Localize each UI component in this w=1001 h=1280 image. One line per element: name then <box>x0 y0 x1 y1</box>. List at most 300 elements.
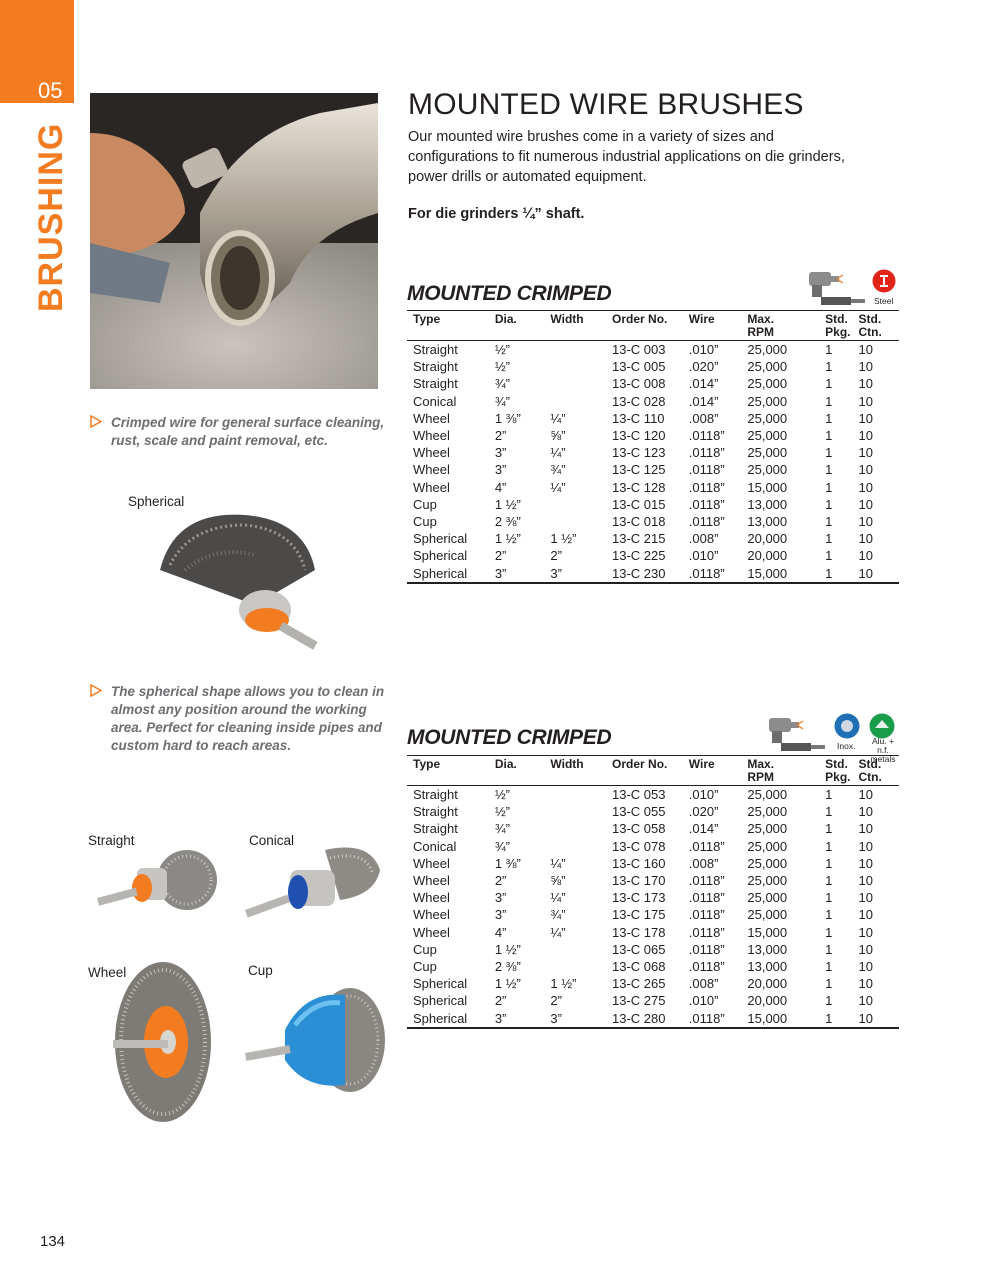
table-cell: 13-C 125 <box>612 462 666 478</box>
table-cell: 10 <box>858 531 873 547</box>
section-title: MOUNTED CRIMPED <box>407 726 612 749</box>
table-cell: .0118” <box>688 462 725 478</box>
col-header: Wire <box>688 312 715 326</box>
table-cell: 2” <box>494 993 507 1009</box>
table-row <box>407 565 899 583</box>
label-wheel: Wheel <box>88 965 127 980</box>
table-cell: 10 <box>858 428 873 444</box>
table-row <box>407 461 899 478</box>
table-cell: 10 <box>858 804 873 820</box>
table-cell: .014” <box>688 393 719 409</box>
table-row <box>407 992 899 1009</box>
table-cell: ¾” <box>494 821 510 837</box>
table-cell: 13-C 110 <box>612 410 665 426</box>
table-cell: 1 <box>825 941 833 957</box>
table-cell: 10 <box>858 479 873 495</box>
table-cell: 25,000 <box>747 787 788 802</box>
table-cell: Spherical <box>413 531 468 547</box>
table-cell <box>544 496 606 513</box>
table-row <box>407 410 899 427</box>
inox-material-icon <box>834 713 860 739</box>
col-header: Max. RPM <box>747 312 775 339</box>
table-cell: 10 <box>858 838 873 854</box>
table-header-row <box>407 311 899 341</box>
table-row <box>407 479 899 496</box>
table-cell: 4” <box>494 479 507 495</box>
col-header: Wire <box>688 757 715 771</box>
table-cell <box>544 358 606 375</box>
table-cell: 25,000 <box>747 342 788 357</box>
col-header: Type <box>413 757 441 771</box>
table-cell: .014” <box>688 821 719 837</box>
table-cell: 10 <box>858 924 873 940</box>
table-cell: 10 <box>858 907 873 923</box>
straight-brush-image <box>92 840 227 930</box>
table-cell <box>544 820 606 837</box>
table-cell: Wheel <box>413 855 450 871</box>
col-header: Dia. <box>494 312 517 326</box>
table-cell: Spherical <box>413 548 468 564</box>
table-cell: 13-C 265 <box>612 976 666 992</box>
table-row <box>407 803 899 820</box>
section-inox <box>407 708 899 1038</box>
table-cell: Straight <box>413 342 458 357</box>
table-cell: ¾” <box>494 393 510 409</box>
section-name: BRUSHING <box>32 122 70 312</box>
table-cell: .0118” <box>688 514 725 530</box>
table-cell: Conical <box>413 838 457 854</box>
spherical-brush-image <box>155 510 325 660</box>
table-cell: .0118” <box>688 959 725 975</box>
table-cell: 25,000 <box>747 890 788 906</box>
table-cell: Wheel <box>413 924 450 940</box>
table-cell: 10 <box>858 821 873 837</box>
table-header-row <box>407 756 899 786</box>
table-cell: 10 <box>858 855 873 871</box>
table-cell: .0118” <box>688 1010 725 1026</box>
table-cell: 10 <box>858 976 873 992</box>
table-cell: .020” <box>688 804 719 820</box>
table-cell: Straight <box>413 804 458 820</box>
table-row <box>407 393 899 410</box>
table-cell: 10 <box>858 890 873 906</box>
table-cell: 13-C 028 <box>612 393 666 409</box>
table-cell: ½” <box>494 359 510 375</box>
table-cell: 25,000 <box>747 873 788 889</box>
table-row <box>407 444 899 461</box>
table-cell: .010” <box>688 993 719 1009</box>
hero-photo <box>90 93 378 389</box>
table-cell: 13-C 123 <box>612 445 666 461</box>
table-cell: 25,000 <box>747 445 788 461</box>
table-row <box>407 975 899 992</box>
table-cell: 20,000 <box>747 531 788 547</box>
table-cell: 1 <box>825 838 833 854</box>
table-cell <box>544 941 606 958</box>
table-cell: 25,000 <box>747 359 788 375</box>
label-straight: Straight <box>88 833 135 848</box>
table-cell: 1 <box>825 531 833 547</box>
table-cell: Cup <box>413 959 437 975</box>
table-cell: Straight <box>413 787 458 802</box>
table-cell: .010” <box>688 787 719 802</box>
table-row <box>407 513 899 530</box>
table-cell: Conical <box>413 393 457 409</box>
triangle-bullet-icon <box>90 415 102 428</box>
alu-label: Alu. + n.f. metals <box>870 736 896 764</box>
table-cell: 10 <box>858 993 873 1009</box>
page-number: 134 <box>40 1233 66 1250</box>
table-cell: ¼” <box>550 445 566 461</box>
table-cell: 1 ½” <box>550 531 577 547</box>
table-cell: 1 <box>825 907 833 923</box>
wheel-brush-image <box>108 960 213 1125</box>
table-cell: 25,000 <box>747 855 788 871</box>
table-cell: 10 <box>858 873 873 889</box>
section-steel <box>407 262 899 592</box>
table-row <box>407 958 899 975</box>
cup-brush-image <box>245 985 390 1100</box>
table-cell: 13-C 160 <box>612 855 666 871</box>
table-cell: 20,000 <box>747 548 788 564</box>
table-cell: 1 ⅜” <box>494 410 521 426</box>
table-cell: .0118” <box>688 445 725 461</box>
table-cell: 3” <box>494 445 507 461</box>
bullet-spherical <box>90 683 385 755</box>
inox-label: Inox. <box>837 741 856 751</box>
chapter-tab <box>0 0 74 103</box>
table-cell: .008” <box>688 410 719 426</box>
table-row <box>407 1010 899 1028</box>
triangle-bullet-icon <box>90 684 102 697</box>
table-cell: ¾” <box>494 376 510 392</box>
table-cell: 2” <box>494 428 507 444</box>
table-row <box>407 924 899 941</box>
label-cup: Cup <box>248 963 273 978</box>
table-cell <box>544 341 606 359</box>
table-cell: 1 <box>825 376 833 392</box>
table-cell: 3” <box>494 907 507 923</box>
table-cell: 1 <box>825 428 833 444</box>
table-cell: 2” <box>550 993 562 1009</box>
table-cell: 25,000 <box>747 462 788 478</box>
table-cell: 1 ⅜” <box>494 855 521 871</box>
table-cell: 13-C 230 <box>612 565 666 581</box>
bullet-text: Crimped wire for general surface cleaning, rust, scale and paint removal, etc. <box>111 415 385 448</box>
table-cell: .014” <box>688 376 719 392</box>
table-cell <box>544 838 606 855</box>
chapter-number: 05 <box>38 78 63 103</box>
table-cell: ¼” <box>550 890 566 906</box>
table-cell: 1 <box>825 873 833 889</box>
table-cell: Cup <box>413 496 437 512</box>
col-header: Std. Ctn. <box>858 312 882 339</box>
table-cell: 10 <box>858 1010 873 1026</box>
table-cell: 13-C 078 <box>612 838 666 854</box>
table-cell: Wheel <box>413 873 450 889</box>
table-cell: ½” <box>494 787 510 802</box>
col-header: Max. RPM <box>747 757 775 784</box>
table-cell: 25,000 <box>747 804 788 820</box>
table-cell <box>544 375 606 392</box>
table-cell: Cup <box>413 514 437 530</box>
table-cell: 25,000 <box>747 907 788 923</box>
table-cell: ¼” <box>550 479 566 495</box>
table-row <box>407 889 899 906</box>
table-cell: 10 <box>858 376 873 392</box>
conical-brush-image <box>240 840 385 935</box>
table-cell <box>544 393 606 410</box>
table-cell: 13,000 <box>747 941 788 957</box>
table-cell: 13-C 280 <box>612 1010 666 1026</box>
table-cell: 1 <box>825 890 833 906</box>
table-cell: 1 <box>825 462 833 478</box>
table-cell: .0118” <box>688 479 725 495</box>
steel-spec-table <box>407 310 899 584</box>
table-cell: 10 <box>858 393 873 409</box>
table-cell: 10 <box>858 410 873 426</box>
table-row <box>407 820 899 837</box>
label-conical: Conical <box>249 833 295 848</box>
table-cell: 10 <box>858 342 873 357</box>
table-cell: 10 <box>858 941 873 957</box>
table-cell: ¼” <box>550 924 566 940</box>
table-row <box>407 838 899 855</box>
col-header: Order No. <box>612 312 668 326</box>
table-cell: 25,000 <box>747 393 788 409</box>
table-cell: ½” <box>494 342 510 357</box>
table-cell: 13-C 068 <box>612 959 666 975</box>
table-cell: .0118” <box>688 941 725 957</box>
table-cell: 1 <box>825 514 833 530</box>
table-cell: .0118” <box>688 428 725 444</box>
table-cell: 3” <box>494 462 507 478</box>
table-cell: 1 <box>825 342 833 357</box>
table-cell: 13-C 178 <box>612 924 666 940</box>
col-header: Std. Pkg. <box>825 757 851 784</box>
table-cell: 10 <box>858 565 873 581</box>
table-cell: .0118” <box>688 890 725 906</box>
table-cell: Spherical <box>413 976 468 992</box>
label-spherical: Spherical <box>128 494 185 509</box>
col-header: Width <box>550 312 584 326</box>
bullet-text: The spherical shape allows you to clean in almost any position around the working area. Perfect for cleaning inside pipes and custom hard to reach areas. <box>111 684 385 753</box>
table-cell: 13,000 <box>747 959 788 975</box>
table-row <box>407 427 899 444</box>
table-row <box>407 530 899 547</box>
table-cell: Spherical <box>413 1010 468 1026</box>
table-cell: Cup <box>413 941 437 957</box>
table-cell: Wheel <box>413 479 450 495</box>
table-cell: Wheel <box>413 890 450 906</box>
die-grinder-icon <box>807 267 869 309</box>
table-cell: 1 <box>825 855 833 871</box>
table-cell: Wheel <box>413 445 450 461</box>
table-cell: 13-C 170 <box>612 873 666 889</box>
table-cell <box>544 803 606 820</box>
table-cell: 25,000 <box>747 376 788 392</box>
table-cell: 13-C 058 <box>612 821 666 837</box>
table-cell: 2” <box>550 548 562 564</box>
table-cell: 25,000 <box>747 838 788 854</box>
table-cell: 1 <box>825 359 833 375</box>
table-cell: 1 ½” <box>494 941 521 957</box>
table-cell: 13-C 128 <box>612 479 666 495</box>
table-cell: Straight <box>413 376 458 392</box>
steel-material-icon <box>872 269 896 293</box>
col-header: Dia. <box>494 757 517 771</box>
table-cell: 1 <box>825 393 833 409</box>
table-cell: 20,000 <box>747 993 788 1009</box>
table-cell: 25,000 <box>747 428 788 444</box>
table-cell: 1 ½” <box>494 496 521 512</box>
table-cell: 13,000 <box>747 496 788 512</box>
table-cell: 1 <box>825 924 833 940</box>
table-cell: 1 <box>825 548 833 564</box>
table-cell: 2” <box>494 548 507 564</box>
col-header: Std. Pkg. <box>825 312 851 339</box>
table-cell: 13-C 215 <box>612 531 666 547</box>
table-cell: Spherical <box>413 993 468 1009</box>
col-header: Order No. <box>612 757 668 771</box>
table-cell: Straight <box>413 821 458 837</box>
table-cell: 3” <box>494 890 507 906</box>
table-cell: Wheel <box>413 907 450 923</box>
table-cell: 13-C 015 <box>612 496 666 512</box>
table-cell: 13-C 175 <box>612 907 666 923</box>
table-cell: 1 <box>825 959 833 975</box>
table-cell: Wheel <box>413 428 450 444</box>
table-cell: 1 <box>825 565 833 581</box>
inox-spec-table <box>407 755 899 1029</box>
page-title: MOUNTED WIRE BRUSHES <box>408 88 804 121</box>
table-cell: 4” <box>494 924 507 940</box>
table-row <box>407 496 899 513</box>
table-cell: .020” <box>688 359 719 375</box>
table-cell: Straight <box>413 359 458 375</box>
table-cell: 13-C 008 <box>612 376 666 392</box>
table-cell: .008” <box>688 976 719 992</box>
table-cell: 25,000 <box>747 410 788 426</box>
table-cell: 13,000 <box>747 514 788 530</box>
table-cell: 1 <box>825 496 833 512</box>
table-cell: 1 <box>825 787 833 802</box>
bullet-crimped <box>90 414 385 450</box>
table-cell: 13-C 018 <box>612 514 666 530</box>
table-cell: .008” <box>688 531 719 547</box>
table-row <box>407 375 899 392</box>
table-cell: 1 <box>825 976 833 992</box>
table-cell: 3” <box>494 1010 507 1026</box>
table-cell: ¼” <box>550 410 566 426</box>
table-cell: 13-C 275 <box>612 993 666 1009</box>
table-cell: 1 ½” <box>494 531 521 547</box>
table-cell: 13-C 055 <box>612 804 666 820</box>
table-cell: 15,000 <box>747 479 788 495</box>
table-cell: 10 <box>858 787 873 802</box>
table-cell: 3” <box>550 565 562 581</box>
table-cell: 3” <box>550 1010 562 1026</box>
col-header: Std. Ctn. <box>858 757 882 784</box>
table-cell: Wheel <box>413 462 450 478</box>
table-cell: 2 ⅜” <box>494 514 521 530</box>
table-cell: 2” <box>494 873 507 889</box>
table-cell: Wheel <box>413 410 450 426</box>
table-cell: 1 ½” <box>550 976 577 992</box>
table-cell: 15,000 <box>747 924 788 940</box>
table-cell: 1 <box>825 1010 833 1026</box>
table-cell: ½” <box>494 804 510 820</box>
table-cell: .0118” <box>688 873 725 889</box>
table-row <box>407 855 899 872</box>
table-cell: 10 <box>858 514 873 530</box>
table-cell: 10 <box>858 359 873 375</box>
table-cell <box>544 513 606 530</box>
table-cell: 1 <box>825 804 833 820</box>
table-row <box>407 358 899 375</box>
table-cell: 13-C 225 <box>612 548 666 564</box>
table-cell: 13-C 173 <box>612 890 666 906</box>
table-cell: .010” <box>688 342 719 357</box>
table-cell: ¾” <box>494 838 510 854</box>
die-grinder-icon <box>767 713 829 755</box>
table-cell: 3” <box>494 565 507 581</box>
col-header: Width <box>550 757 584 771</box>
table-cell: 10 <box>858 548 873 564</box>
table-cell: 10 <box>858 496 873 512</box>
table-row <box>407 941 899 958</box>
table-cell: 1 ½” <box>494 976 521 992</box>
table-cell: .0118” <box>688 907 725 923</box>
table-cell: 2 ⅜” <box>494 959 521 975</box>
col-header: Type <box>413 312 441 326</box>
table-cell: Spherical <box>413 565 468 581</box>
table-cell: .010” <box>688 548 719 564</box>
table-cell <box>544 786 606 804</box>
table-cell: .0118” <box>688 496 725 512</box>
table-cell: 13-C 053 <box>612 787 666 802</box>
table-row <box>407 341 899 359</box>
table-cell: ¼” <box>550 855 566 871</box>
table-cell <box>544 958 606 975</box>
table-row <box>407 786 899 804</box>
table-cell: .0118” <box>688 924 725 940</box>
table-cell: 25,000 <box>747 821 788 837</box>
table-cell: 13-C 120 <box>612 428 666 444</box>
table-cell: 13-C 005 <box>612 359 666 375</box>
table-cell: 20,000 <box>747 976 788 992</box>
subheading: For die grinders ¼” shaft. <box>408 206 585 222</box>
section-title: MOUNTED CRIMPED <box>407 282 612 305</box>
table-cell: 1 <box>825 410 833 426</box>
table-cell: 1 <box>825 479 833 495</box>
intro-paragraph: Our mounted wire brushes come in a variety of sizes and configurations to fit numerous industrial applications on die grinders, power drills or automated equipment. <box>408 129 845 185</box>
table-cell: 13-C 065 <box>612 941 666 957</box>
table-row <box>407 547 899 564</box>
table-cell: 13-C 003 <box>612 342 666 357</box>
table-cell: 1 <box>825 993 833 1009</box>
table-cell: ⅝” <box>550 428 566 444</box>
table-cell: 15,000 <box>747 565 788 581</box>
table-cell: 10 <box>858 462 873 478</box>
table-cell: 10 <box>858 959 873 975</box>
table-cell: .008” <box>688 855 719 871</box>
table-cell: ¾” <box>550 907 566 923</box>
table-cell: ¾” <box>550 462 566 478</box>
table-cell: 15,000 <box>747 1010 788 1026</box>
steel-label: Steel <box>874 296 894 306</box>
table-cell: 1 <box>825 821 833 837</box>
